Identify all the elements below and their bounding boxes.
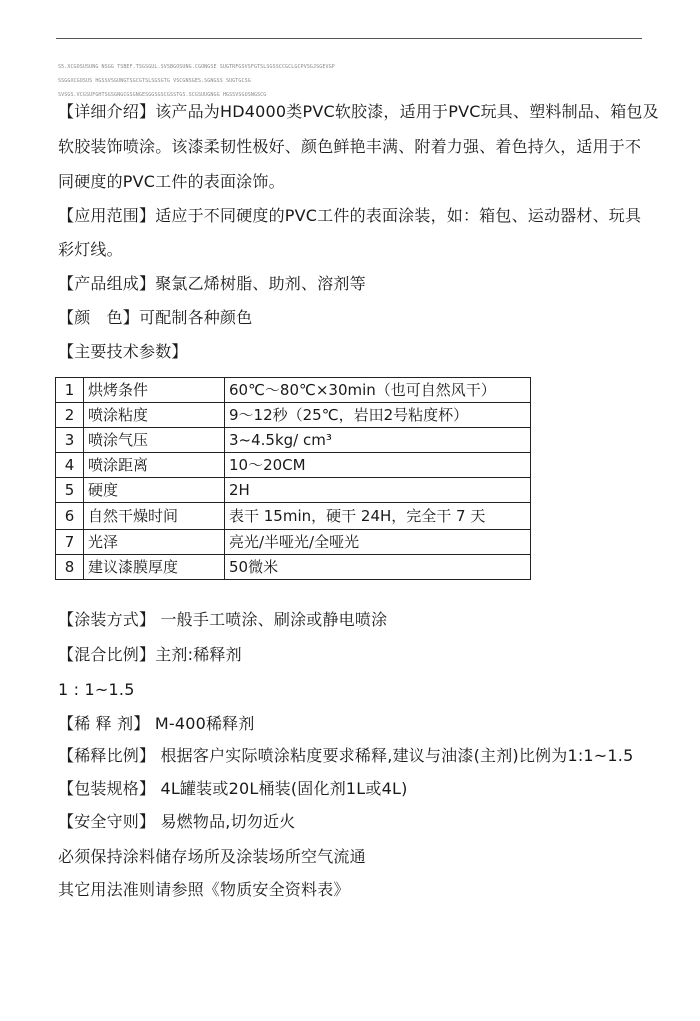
param-value: 2H [225, 478, 531, 503]
msds-reference-line: 其它用法准则请参照《物质安全资料表》 [58, 880, 350, 899]
detail-intro-line-1: 【详细介绍】该产品为HD4000类PVC软胶漆，适用于PVC玩具、塑料制品、箱包及 [58, 102, 659, 121]
row-number: 6 [56, 503, 84, 530]
packaging-line: 【包装规格】 4L罐装或20L桶装(固化剂1L或4L) [58, 779, 408, 798]
header-line: SSGGXCGOSUS HGSSVSGUNGTSGCGTSLSGSGTG VSCGNSGES.SGNGSS SUGTGCSG [58, 78, 251, 84]
ventilation-line: 必须保持涂料储存场所及涂装场所空气流通 [58, 847, 366, 866]
dilution-ratio-line: 【稀释比例】 根据客户实际喷涂粘度要求稀释,建议与油漆(主剂)比例为1:1~1.5 [58, 746, 634, 765]
param-value: 表干 15min，硬干 24H，完全干 7 天 [225, 503, 531, 530]
composition-line: 【产品组成】聚氯乙烯树脂、助剂、溶剂等 [58, 274, 366, 293]
tech-params-heading: 【主要技术参数】 [58, 342, 188, 361]
row-number: 8 [56, 555, 84, 580]
detail-intro-line-2: 软胶装饰喷涂。该漆柔韧性极好、颜色鲜艳丰满、附着力强、着色持久，适用于不 [58, 137, 642, 156]
header-line: SVSGS.VCGSUFGHTSGSGNGCGSGNGESGGSGSCGSSTGS.SCGSUUGNGG HGSSVSGUSNGSCG [58, 92, 267, 98]
row-number: 3 [56, 428, 84, 453]
param-name: 烘烤条件 [84, 378, 225, 403]
row-number: 4 [56, 453, 84, 478]
param-value: 50微米 [225, 555, 531, 580]
param-name: 硬度 [84, 478, 225, 503]
param-name: 喷涂粘度 [84, 403, 225, 428]
param-value: 亮光/半哑光/全哑光 [225, 530, 531, 555]
thinner-line: 【稀 释 剂】 M-400稀释剂 [58, 714, 255, 733]
table-row [56, 503, 531, 530]
param-value: 60℃～80℃×30min（也可自然风干） [225, 378, 531, 403]
color-line: 【颜 色】可配制各种颜色 [58, 308, 253, 327]
table-row [56, 428, 531, 453]
table-row [56, 453, 531, 478]
mix-ratio-line: 【混合比例】主剂:稀释剂 [58, 645, 242, 664]
param-value: 10～20CM [225, 453, 531, 478]
param-name: 建议漆膜厚度 [84, 555, 225, 580]
table-row [56, 555, 531, 580]
table-row [56, 378, 531, 403]
application-range-line-2: 彩灯线。 [58, 240, 123, 259]
application-range-line-1: 【应用范围】适应于不同硬度的PVC工件的表面涂装，如：箱包、运动器材、玩具 [58, 206, 642, 225]
header-line: S5.XCGOSUSUNG NSGG TSBEF.TSGSGUL.SVSBGOSUNG.CGONGSE SUGTRFGSVSFGTSLSGSSCCGCLGCPVSGJSGEVGP [58, 64, 335, 70]
table-row [56, 478, 531, 503]
mix-ratio-value: 1 : 1~1.5 [58, 680, 135, 699]
row-number: 1 [56, 378, 84, 403]
spec-table [55, 377, 531, 580]
param-value: 9～12秒（25℃，岩田2号粘度杯） [225, 403, 531, 428]
row-number: 7 [56, 530, 84, 555]
coating-method-line: 【涂装方式】 一般手工喷涂、刷涂或静电喷涂 [58, 610, 388, 629]
table-row [56, 530, 531, 555]
faint-header-text [58, 57, 618, 106]
row-number: 5 [56, 478, 84, 503]
param-value: 3~4.5kg/ cm³ [225, 428, 531, 453]
param-name: 喷涂距离 [84, 453, 225, 478]
table-row [56, 403, 531, 428]
safety-line: 【安全守则】 易燃物品,切勿近火 [58, 812, 296, 831]
param-name: 光泽 [84, 530, 225, 555]
param-name: 喷涂气压 [84, 428, 225, 453]
param-name: 自然干燥时间 [84, 503, 225, 530]
detail-intro-line-3: 同硬度的PVC工件的表面涂饰。 [58, 172, 285, 191]
top-divider [56, 38, 642, 39]
row-number: 2 [56, 403, 84, 428]
